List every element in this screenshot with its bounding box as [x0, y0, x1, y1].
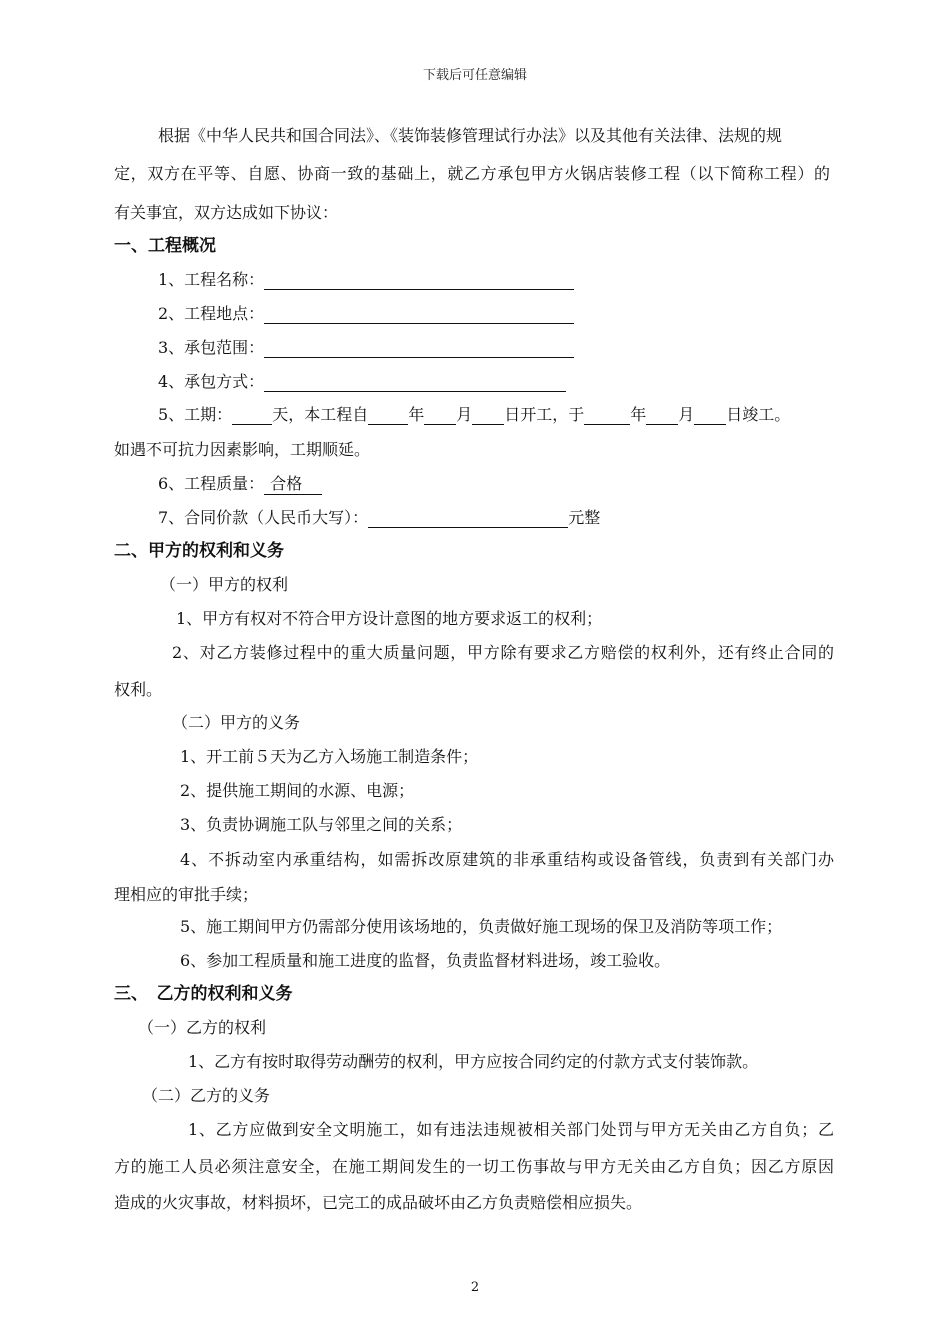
price-blank[interactable] — [368, 510, 568, 528]
section-2-right-2-line-2: 权利。 — [114, 680, 163, 699]
duration-days-text: 天，本工程自 — [272, 405, 369, 424]
quality-value: 合格 — [264, 474, 322, 495]
project-location-blank[interactable] — [264, 306, 574, 324]
item-contract-method-label: 4、承包方式： — [158, 372, 265, 391]
start-day-blank[interactable] — [472, 407, 504, 425]
end-year-text: 年 — [630, 405, 647, 424]
contract-scope-blank[interactable] — [264, 340, 574, 358]
item-contract-scope — [158, 338, 950, 358]
section-2-right-1: 1、甲方有权对不符合甲方设计意图的地方要求返工的权利； — [176, 609, 603, 628]
end-year-blank[interactable] — [584, 407, 630, 425]
end-day-text: 日竣工。 — [726, 405, 791, 424]
section-3-duty-1-line-1: 1、乙方应做到安全文明施工，如有违法违规被相关部门处罚与甲方无关由乙方自负；乙 — [188, 1120, 834, 1139]
start-month-blank[interactable] — [424, 407, 456, 425]
section-3-sub-rights: （一）乙方的权利 — [138, 1018, 267, 1037]
duration-note: 如遇不可抗力因素影响，工期顺延。 — [114, 440, 371, 459]
intro-line-1: 根据《中华人民共和国合同法》、《装饰装修管理试行办法》以及其他有关法律、法规的规 — [158, 126, 783, 145]
intro-line-2: 定，双方在平等、自愿、协商一致的基础上，就乙方承包甲方火锅店装修工程（以下简称工程）的 — [114, 164, 830, 183]
contract-method-blank[interactable] — [264, 374, 566, 392]
section-3-duty-1-line-2: 方的施工人员必须注意安全，在施工期间发生的一切工伤事故与甲方无关由乙方自负；因乙方原因 — [114, 1157, 834, 1176]
price-suffix: 元整 — [568, 508, 601, 527]
duration-label: 5、工期： — [158, 405, 233, 424]
start-year-blank[interactable] — [368, 407, 408, 425]
section-2-duty-3: 3、负责协调施工队与邻里之间的关系； — [180, 815, 463, 834]
section-2-duty-1: 1、开工前５天为乙方入场施工制造条件； — [180, 747, 479, 766]
page-number: 2 — [470, 1280, 480, 1295]
section-3-title: 三、 乙方的权利和义务 — [114, 984, 293, 1004]
section-2-duty-2: 2、提供施工期间的水源、电源； — [180, 781, 415, 800]
price-label: 7、合同价款（人民币大写）： — [158, 508, 369, 527]
item-project-name — [158, 270, 950, 290]
start-year-text: 年 — [408, 405, 425, 424]
start-day-text: 日开工，于 — [504, 405, 585, 424]
days-blank[interactable] — [232, 407, 272, 425]
item-duration — [158, 405, 950, 425]
end-month-blank[interactable] — [646, 407, 678, 425]
item-quality — [158, 474, 950, 495]
end-day-blank[interactable] — [694, 407, 726, 425]
section-3-sub-duties: （二）乙方的义务 — [142, 1086, 271, 1105]
quality-label: 6、工程质量： — [158, 474, 265, 493]
end-month-text: 月 — [678, 405, 695, 424]
section-2-duty-6: 6、参加工程质量和施工进度的监督，负责监督材料进场，竣工验收。 — [180, 951, 671, 970]
start-month-text: 月 — [456, 405, 473, 424]
section-3-right-1: 1、乙方有按时取得劳动酬劳的权利，甲方应按合同约定的付款方式支付装饰款。 — [188, 1052, 759, 1071]
section-2-duty-4-line-2: 理相应的审批手续； — [114, 885, 259, 904]
section-2-right-2-line-1: 2、对乙方装修过程中的重大质量问题，甲方除有要求乙方赔偿的权利外，还有终止合同的 — [172, 643, 834, 662]
section-2-sub-duties: （二）甲方的义务 — [172, 713, 301, 732]
section-2-duty-5: 5、施工期间甲方仍需部分使用该场地的，负责做好施工现场的保卫及消防等项工作； — [180, 917, 783, 936]
item-project-location — [158, 304, 950, 324]
section-2-duty-4-line-1: 4、不拆动室内承重结构，如需拆改原建筑的非承重结构或设备管线，负责到有关部门办 — [180, 850, 834, 869]
project-name-blank[interactable] — [264, 272, 574, 290]
section-1-title: 一、工程概况 — [114, 236, 216, 256]
item-contract-scope-label: 3、承包范围： — [158, 338, 265, 357]
page-header: 下载后可任意编辑 — [422, 68, 527, 83]
section-2-sub-rights: （一）甲方的权利 — [160, 575, 289, 594]
item-contract-method — [158, 372, 950, 392]
item-project-name-label: 1、工程名称： — [158, 270, 265, 289]
intro-line-3: 有关事宜，双方达成如下协议： — [114, 203, 339, 222]
item-project-location-label: 2、工程地点： — [158, 304, 265, 323]
section-2-title: 二、甲方的权利和义务 — [114, 541, 284, 561]
item-price — [158, 508, 950, 528]
section-3-duty-1-line-3: 造成的火灾事故，材料损坏，已完工的成品破坏由乙方负责赔偿相应损失。 — [114, 1193, 643, 1212]
